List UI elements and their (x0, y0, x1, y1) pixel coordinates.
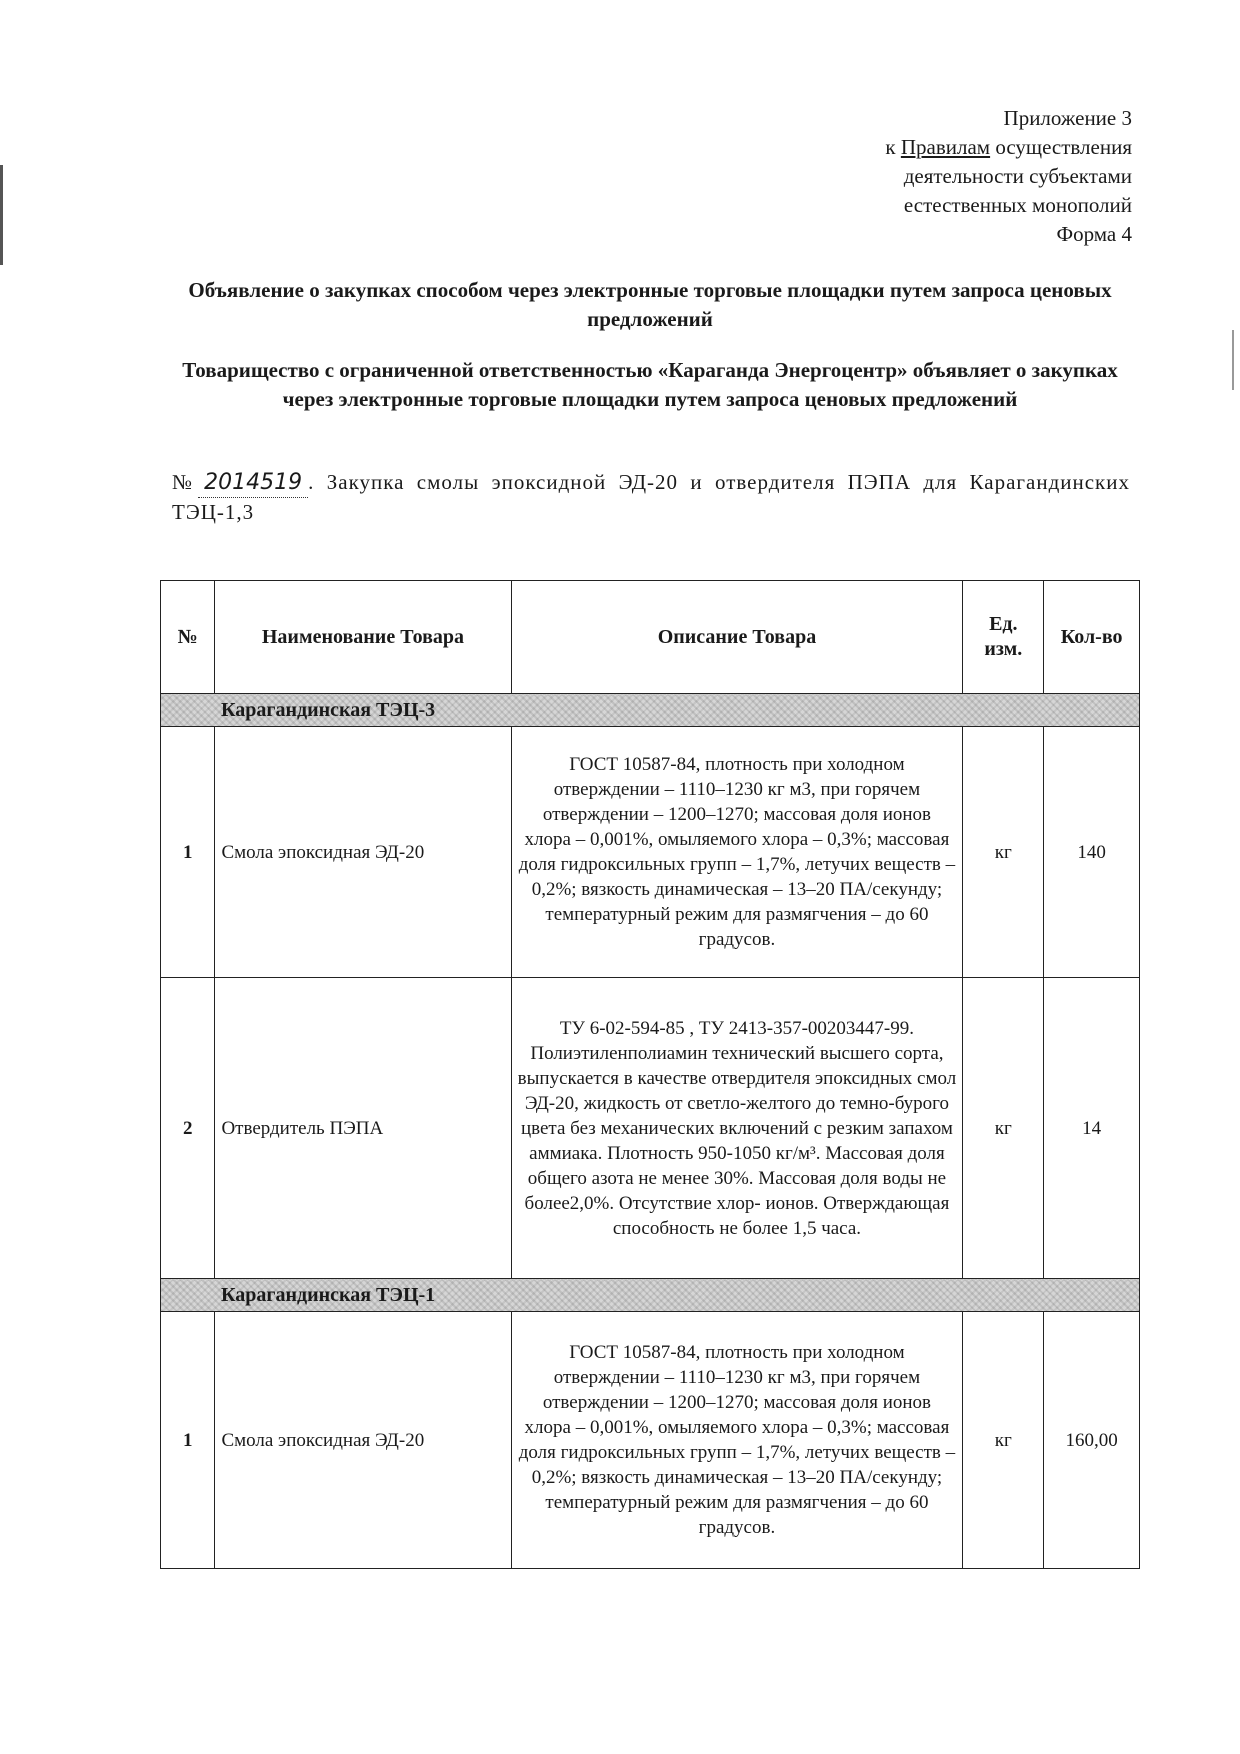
row-quantity: 14 (1044, 978, 1140, 1279)
header-quantity: Кол-во (1044, 581, 1140, 694)
annex-line-2-post: осуществления (990, 135, 1132, 159)
row-description: ГОСТ 10587-84, плотность при холодном отверждении – 1110–1230 кг м3, при горячем отверждении – 1200–1270; массовая доля ионов хлора – 0,001%, омыляемого хлора – 0,3%; массовая доля гидроксильных групп – 1,7%, летучих веществ – 0,2%; вязкость динамическая – 13–20 ПА/секунду; температурный режим для размягчения – до 60 градусов. (511, 1312, 963, 1569)
row-num: 1 (161, 727, 215, 978)
form-number: Форма 4 (1056, 222, 1132, 246)
header-unit: Ед. изм. (963, 581, 1044, 694)
section-title: Карагандинская ТЭЦ-3 (161, 694, 1140, 727)
annex-line-3: деятельности субъектами (903, 164, 1132, 188)
scan-mark (1232, 330, 1234, 390)
lot-text: . Закупка смолы эпоксидной ЭД-20 и отвердителя ПЭПА для Карагандинских ТЭЦ-1,3 (172, 470, 1130, 524)
annex-line-2 (885, 133, 1132, 162)
row-name: Смола эпоксидная ЭД-20 (215, 727, 511, 978)
section-row-tec3 (161, 694, 1140, 727)
table-row (161, 727, 1140, 978)
section-row-tec1 (161, 1279, 1140, 1312)
company-announcement: Товарищество с ограниченной ответственностью «Караганда Энергоцентр» объявляет о закупках через электронные торговые площадки путем запроса ценовых предложений (182, 358, 1118, 411)
lot-number-handwritten: 2014519 (198, 468, 308, 498)
header-description: Описание Товара (511, 581, 963, 694)
row-unit: кг (963, 1312, 1044, 1569)
row-name: Отвердитель ПЭПА (215, 978, 511, 1279)
header-name: Наименование Товара (215, 581, 511, 694)
header-num: № (161, 581, 215, 694)
row-quantity: 160,00 (1044, 1312, 1140, 1569)
goods-table (160, 580, 1140, 1569)
scan-mark (0, 165, 3, 265)
row-name: Смола эпоксидная ЭД-20 (215, 1312, 511, 1569)
row-description: ГОСТ 10587-84, плотность при холодном отверждении – 1110–1230 кг м3, при горячем отверждении – 1200–1270; массовая доля ионов хлора – 0,001%, омыляемого хлора – 0,3%; массовая доля гидроксильных групп – 1,7%, летучих веществ – 0,2%; вязкость динамическая – 13–20 ПА/секунду; температурный режим для размягчения – до 60 градусов. (511, 727, 963, 978)
row-description: ТУ 6-02-594-85 , ТУ 2413-357-00203447-99. Полиэтиленполиамин технический высшего сорта, выпускается в качестве отвердителя эпоксидных смол ЭД-20, жидкость от светло-желтого до темно-бурого цвета без механических включений с резким запахом аммиака. Плотность 950-1050 кг/м³. Массовая доля общего азота не менее 30%. Массовая доля воды не более2,0%. Отсутствие хлор- ионов. Отверждающая способность не более 1,5 часа. (511, 978, 963, 1279)
section-title: Карагандинская ТЭЦ-1 (161, 1279, 1140, 1312)
annex-block (885, 104, 1132, 249)
table-header-row (161, 581, 1140, 694)
table-row (161, 1312, 1140, 1569)
annex-line-1: Приложение 3 (1003, 106, 1132, 130)
annex-line-2-pre: к (885, 135, 901, 159)
annex-line-4: естественных монополий (903, 193, 1132, 217)
row-unit: кг (963, 727, 1044, 978)
rules-link[interactable]: Правилам (900, 135, 991, 159)
table-row (161, 978, 1140, 1279)
row-quantity: 140 (1044, 727, 1140, 978)
row-num: 2 (161, 978, 215, 1279)
lot-number-prefix: № (172, 470, 199, 494)
document-title: Объявление о закупках способом через электронные торговые площадки путем запроса ценовых предложений (188, 278, 1112, 331)
row-num: 1 (161, 1312, 215, 1569)
row-unit: кг (963, 978, 1044, 1279)
lot-description (172, 468, 1130, 527)
